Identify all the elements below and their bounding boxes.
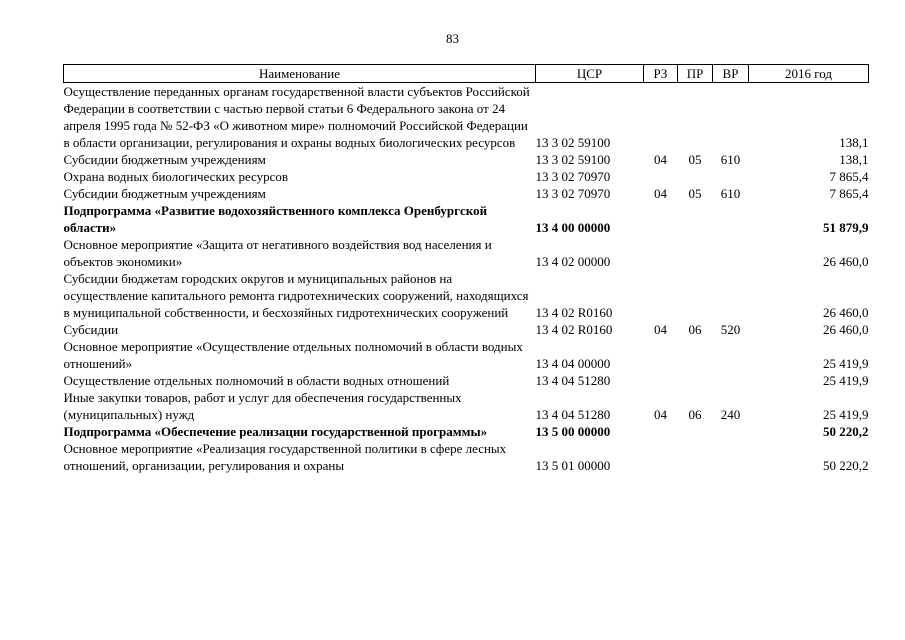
row-csr: 13 4 00 00000	[535, 220, 611, 235]
row-pr	[678, 372, 713, 389]
row-vr: 240	[720, 407, 741, 422]
row-name: Осуществление переданных органам государственной власти субъектов Российской Федерации в соответствии с частью первой статьи 6 Федерального закона от 24 апреля 1995 года № 52-ФЗ «О животном мире» полномочий Российской Федерации в области организации, регулирования и охраны водных биологических ресурсов	[63, 84, 530, 150]
row-vr	[713, 202, 749, 236]
row-amount: 7 865,4	[829, 186, 869, 201]
table-row	[64, 423, 869, 440]
row-amount: 26 460,0	[823, 254, 869, 269]
table-row	[64, 151, 869, 168]
row-amount: 26 460,0	[823, 322, 869, 337]
row-name: Основное мероприятие «Реализация государственной политики в сфере лесных отношений, организации, регулирования и охраны	[63, 441, 507, 473]
row-pr	[678, 423, 713, 440]
row-amount: 138,1	[839, 135, 869, 150]
row-csr: 13 3 02 70970	[535, 186, 611, 201]
row-amount: 7 865,4	[829, 169, 869, 184]
table-row	[64, 236, 869, 270]
row-pr	[678, 83, 713, 152]
row-csr: 13 5 00 00000	[535, 424, 611, 439]
row-csr: 13 5 01 00000	[535, 458, 611, 473]
header-year: 2016 год	[749, 65, 869, 83]
row-vr	[713, 83, 749, 152]
row-vr: 610	[720, 186, 741, 201]
table-row	[64, 389, 869, 423]
table-header-row	[64, 65, 869, 83]
page-number: 83	[446, 31, 459, 46]
row-name: Субсидии бюджетным учреждениям	[63, 186, 266, 201]
row-amount: 26 460,0	[823, 305, 869, 320]
row-name: Подпрограмма «Обеспечение реализации государственной программы»	[63, 424, 488, 439]
row-pr: 05	[688, 152, 702, 167]
row-rz	[644, 423, 678, 440]
row-pr	[678, 440, 713, 474]
row-rz: 04	[654, 152, 667, 167]
table-row	[64, 372, 869, 389]
header-pr: ПР	[678, 65, 713, 83]
table-row	[64, 168, 869, 185]
row-vr	[713, 423, 749, 440]
row-rz	[644, 236, 678, 270]
row-rz: 04	[654, 407, 667, 422]
table-row	[64, 321, 869, 338]
row-rz	[644, 270, 678, 321]
row-name: Иные закупки товаров, работ и услуг для обеспечения государственных (муниципальных) нужд	[63, 390, 462, 422]
row-amount: 50 220,2	[823, 424, 869, 439]
row-csr: 13 4 04 00000	[535, 356, 611, 371]
row-name: Основное мероприятие «Защита от негативного воздействия вод населения и объектов экономики»	[63, 237, 492, 269]
table-row	[64, 83, 869, 152]
row-name: Подпрограмма «Развитие водохозяйственного комплекса Оренбургской области»	[63, 203, 488, 235]
row-rz: 04	[654, 322, 667, 337]
row-vr	[713, 372, 749, 389]
row-pr: 06	[688, 407, 702, 422]
row-name: Осуществление отдельных полномочий в области водных отношений	[63, 373, 450, 388]
row-name: Охрана водных биологических ресурсов	[63, 169, 289, 184]
row-pr	[678, 168, 713, 185]
table-row	[64, 338, 869, 372]
header-name: Наименование	[64, 65, 536, 83]
row-csr: 13 4 04 51280	[535, 407, 611, 422]
row-name: Субсидии	[63, 322, 119, 337]
row-name: Субсидии бюджетным учреждениям	[63, 152, 266, 167]
row-csr: 13 4 02 00000	[535, 254, 611, 269]
row-vr	[713, 338, 749, 372]
row-vr	[713, 270, 749, 321]
row-pr: 06	[688, 322, 702, 337]
budget-table	[63, 64, 869, 474]
row-vr: 520	[720, 322, 741, 337]
table-row	[64, 202, 869, 236]
row-vr	[713, 236, 749, 270]
row-rz	[644, 168, 678, 185]
row-amount: 138,1	[839, 152, 869, 167]
row-rz	[644, 338, 678, 372]
header-vr: ВР	[713, 65, 749, 83]
header-csr: ЦСР	[536, 65, 644, 83]
row-pr	[678, 202, 713, 236]
header-rz: РЗ	[644, 65, 678, 83]
row-rz	[644, 83, 678, 152]
row-csr: 13 3 02 70970	[535, 169, 611, 184]
row-rz	[644, 202, 678, 236]
row-name: Субсидии бюджетам городских округов и муниципальных районов на осуществление капитального ремонта гидротехнических сооружений, находящихся в муниципальной собственности, и бесхозяйных гидротехнических сооружений	[63, 271, 529, 320]
table-row	[64, 185, 869, 202]
row-pr	[678, 236, 713, 270]
row-csr: 13 4 02 R0160	[535, 305, 613, 320]
row-amount: 25 419,9	[823, 373, 869, 388]
table-row	[64, 270, 869, 321]
row-pr	[678, 270, 713, 321]
row-pr: 05	[688, 186, 702, 201]
row-name: Основное мероприятие «Осуществление отдельных полномочий в области водных отношений»	[63, 339, 523, 371]
row-pr	[678, 338, 713, 372]
row-csr: 13 4 02 R0160	[535, 322, 613, 337]
row-vr	[713, 168, 749, 185]
row-vr	[713, 440, 749, 474]
table-row	[64, 440, 869, 474]
row-vr: 610	[720, 152, 741, 167]
row-rz	[644, 372, 678, 389]
row-csr: 13 3 02 59100	[535, 135, 611, 150]
row-amount: 51 879,9	[823, 220, 869, 235]
row-amount: 50 220,2	[823, 458, 869, 473]
row-amount: 25 419,9	[823, 407, 869, 422]
row-rz: 04	[654, 186, 667, 201]
row-csr: 13 4 04 51280	[535, 373, 611, 388]
row-csr: 13 3 02 59100	[535, 152, 611, 167]
row-rz	[644, 440, 678, 474]
row-amount: 25 419,9	[823, 356, 869, 371]
